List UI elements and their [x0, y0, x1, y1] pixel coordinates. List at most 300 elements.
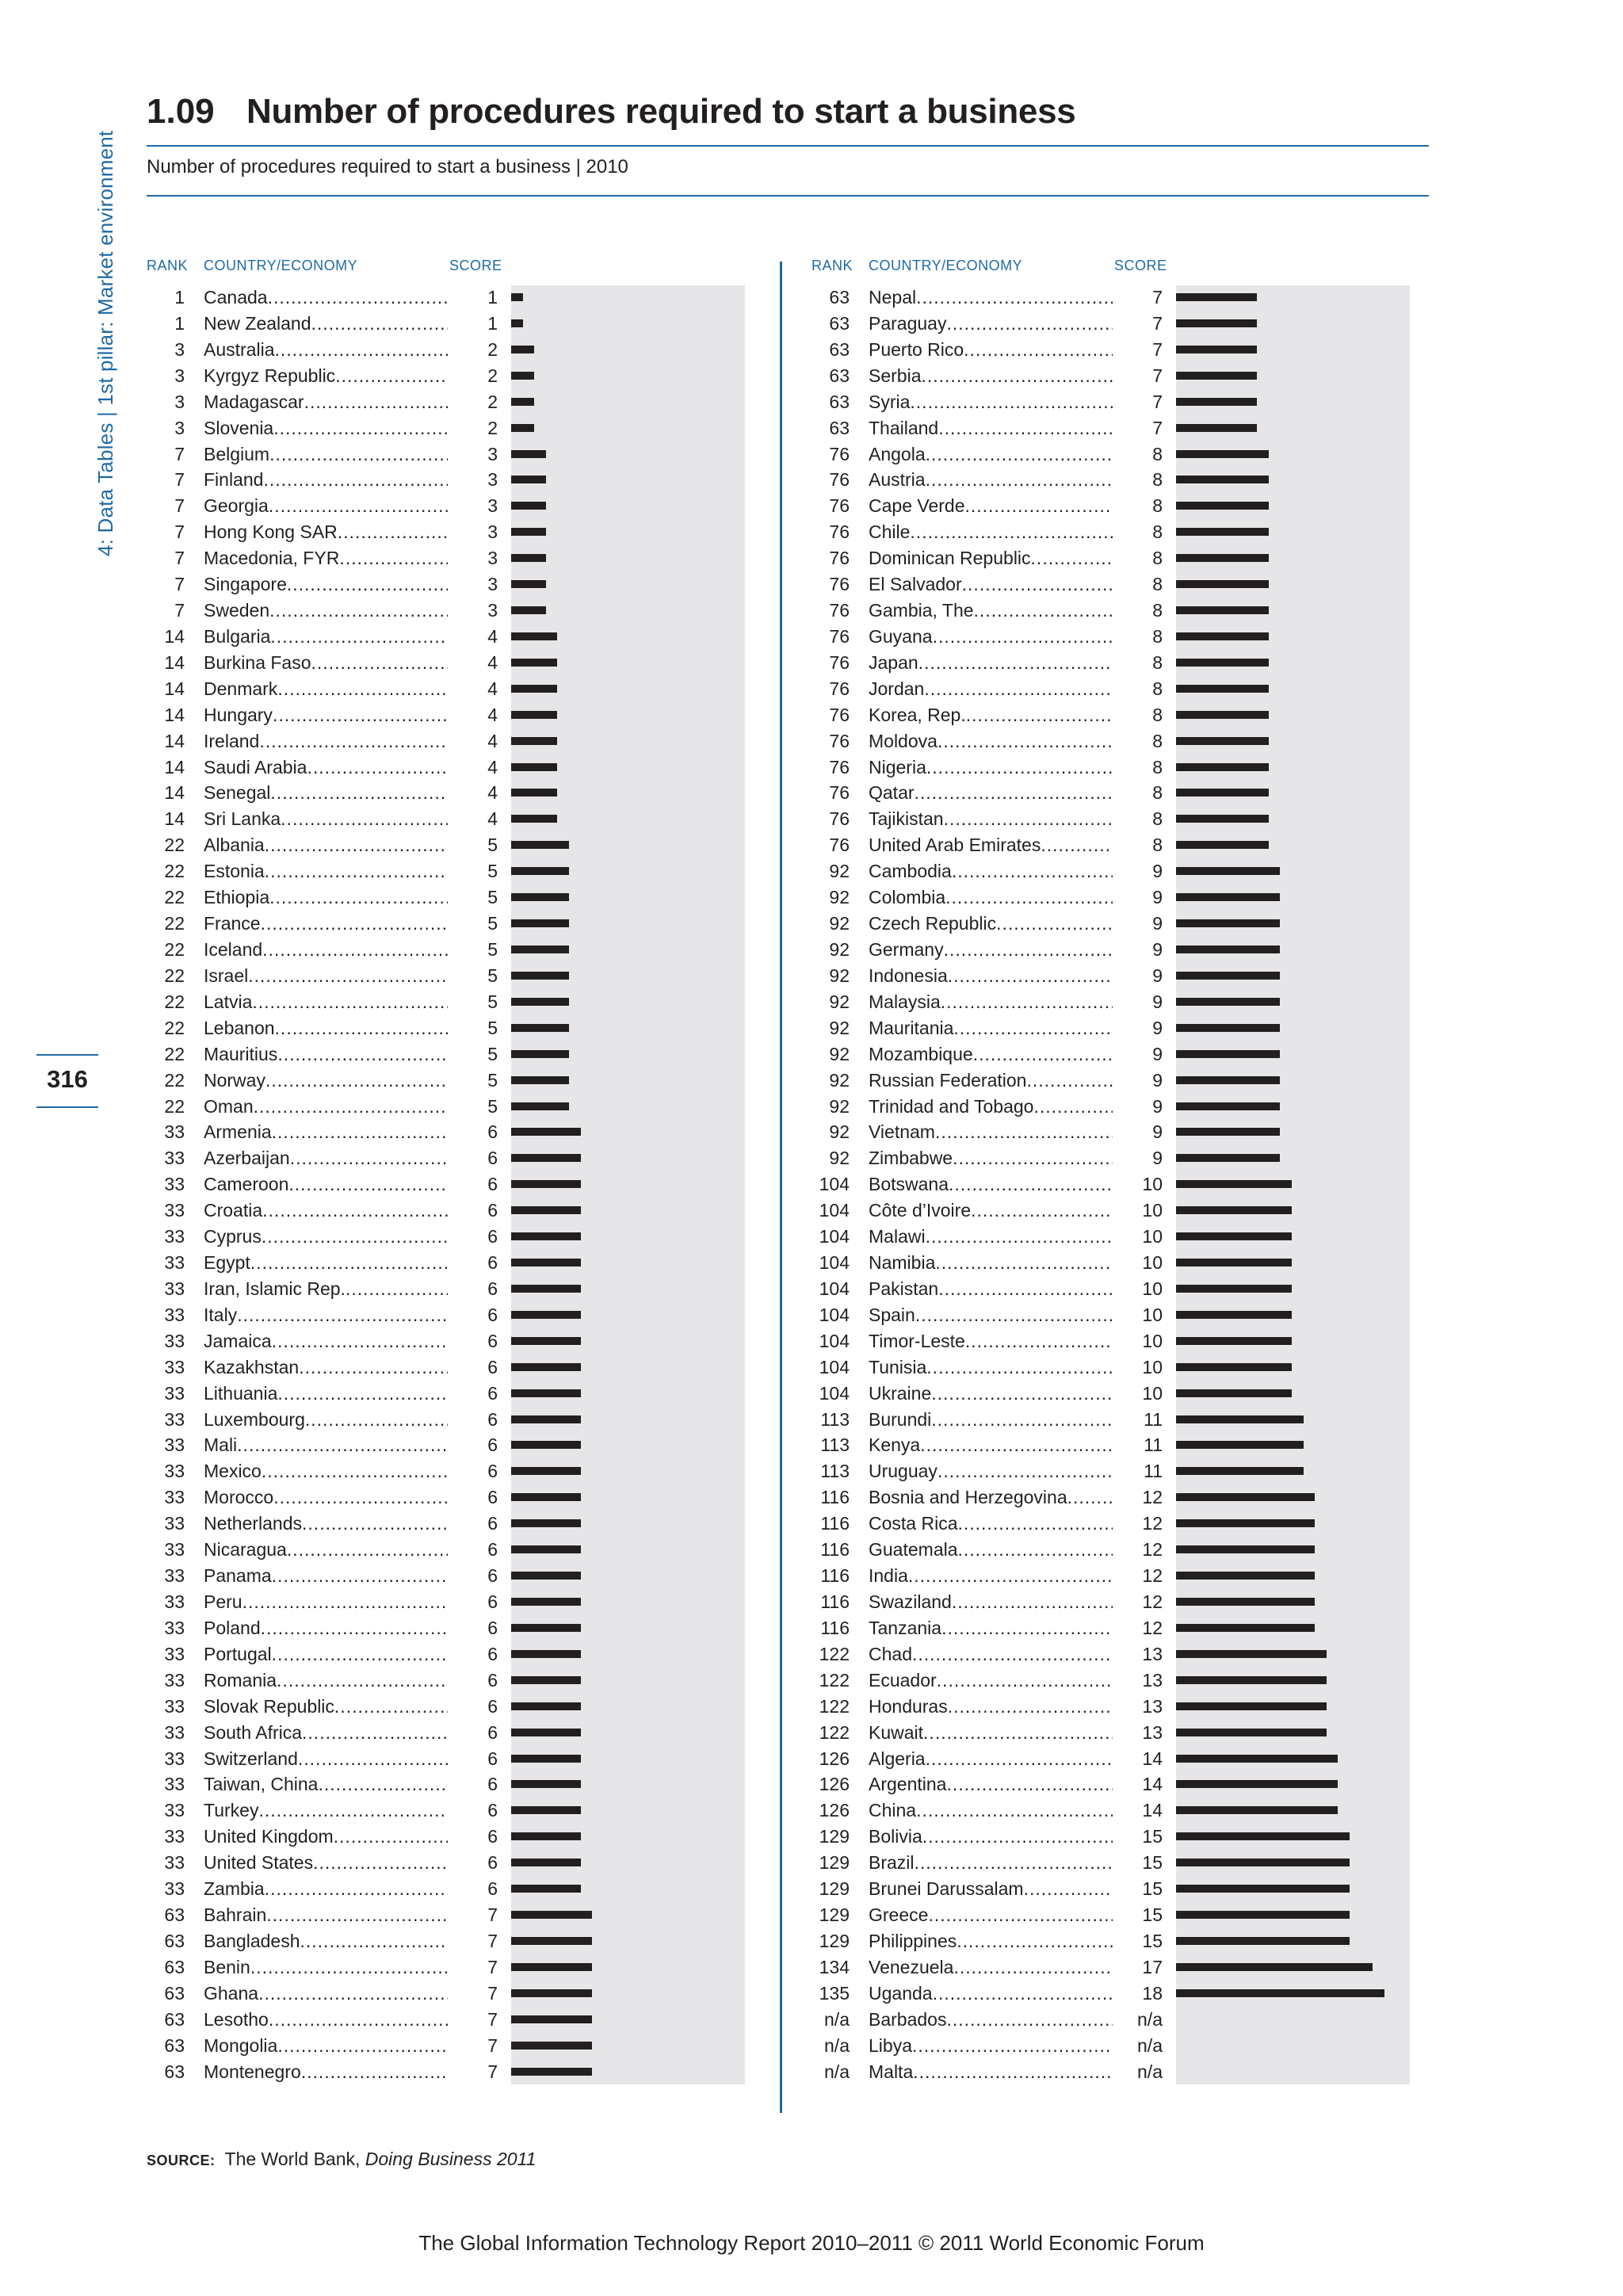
table-row — [147, 1537, 733, 1563]
rank-cell: 104 — [819, 1330, 850, 1351]
rank-cell: 33 — [164, 1435, 185, 1456]
table-row — [812, 1094, 1398, 1120]
score-bar — [511, 1206, 581, 1214]
rank-cell: 22 — [164, 913, 185, 934]
rank-cell: 33 — [164, 1278, 185, 1299]
table-row — [812, 780, 1398, 806]
score-bar — [1176, 1832, 1350, 1840]
country-cell: Algeria ..... — [869, 1746, 1162, 1772]
country-cell: Ukraine ..... — [869, 1381, 1162, 1407]
score-cell: 12 — [1113, 1589, 1163, 1615]
rank-cell: 33 — [164, 1200, 185, 1221]
table-row — [147, 989, 733, 1015]
score-cell: 9 — [1113, 963, 1163, 989]
country-cell: Hungary ..... — [204, 702, 497, 728]
table-row — [147, 2033, 733, 2059]
score-bar — [511, 1989, 592, 1997]
score-cell: 4 — [448, 806, 498, 832]
country-cell: Azerbaijan ..... — [204, 1145, 497, 1171]
rank-cell: 3 — [174, 417, 185, 438]
score-cell: 3 — [448, 571, 498, 598]
score-bar — [511, 1859, 581, 1866]
table-row — [147, 1876, 733, 1902]
score-cell: 8 — [1113, 780, 1163, 806]
rank-cell: 33 — [164, 1148, 185, 1169]
score-bar — [511, 2015, 592, 2023]
score-header-left: SCORE — [449, 258, 502, 273]
rank-cell: 33 — [164, 1408, 185, 1430]
rank-cell: 33 — [164, 1643, 185, 1664]
table-row — [147, 598, 733, 624]
rank-cell: 33 — [164, 1565, 185, 1587]
table-row — [147, 441, 733, 468]
table-row — [147, 1198, 733, 1224]
score-bar — [511, 1702, 581, 1710]
country-cell: Cyprus ..... — [204, 1224, 497, 1250]
country-cell: Thailand ..... — [869, 415, 1162, 441]
score-cell: 4 — [448, 676, 498, 702]
table-row — [812, 1224, 1398, 1250]
score-cell: 4 — [448, 624, 498, 650]
country-cell: United States ..... — [204, 1850, 497, 1876]
score-bar — [511, 1180, 581, 1188]
page-footer: The Global Information Technology Report 2010–2011 © 2011 World Economic Forum — [418, 2231, 1205, 2255]
table-row — [812, 1354, 1398, 1381]
score-cell: 15 — [1113, 1928, 1163, 1954]
source-text: The World Bank, — [224, 2149, 365, 2169]
rank-cell: 122 — [819, 1721, 850, 1743]
score-cell: 6 — [448, 1797, 498, 1824]
country-cell: Guatemala ..... — [869, 1537, 1162, 1563]
rank-cell: 33 — [164, 1669, 185, 1690]
table-row — [812, 1068, 1398, 1094]
table-row — [812, 1381, 1398, 1407]
score-cell: 10 — [1113, 1354, 1163, 1381]
rank-cell: 135 — [819, 1982, 850, 2004]
table-row — [812, 363, 1398, 389]
table-row — [812, 858, 1398, 884]
table-row — [147, 1381, 733, 1407]
country-cell: Vietnam ..... — [869, 1119, 1162, 1145]
score-bar — [1176, 972, 1280, 980]
score-cell: 6 — [448, 1563, 498, 1589]
score-cell: 9 — [1113, 911, 1163, 937]
rank-cell: 92 — [829, 1069, 850, 1091]
country-cell: Nicaragua ..... — [204, 1537, 497, 1563]
country-cell: Bahrain ..... — [204, 1902, 497, 1928]
score-cell: 10 — [1113, 1171, 1163, 1198]
table-row — [147, 571, 733, 598]
table-row — [812, 285, 1398, 311]
rank-cell: 63 — [829, 391, 850, 412]
table-row — [812, 598, 1398, 624]
score-bar — [1176, 1467, 1304, 1475]
table-row — [147, 1458, 733, 1484]
rank-cell: 92 — [829, 1043, 850, 1064]
country-cell: Qatar ..... — [869, 780, 1162, 806]
rank-cell: 76 — [829, 495, 850, 517]
score-bar — [1176, 1441, 1304, 1449]
table-row — [147, 1302, 733, 1328]
rank-cell: 33 — [164, 1617, 185, 1638]
score-bar — [1176, 1937, 1350, 1945]
score-bar — [1176, 319, 1257, 327]
rank-cell: 33 — [164, 1852, 185, 1874]
score-bar — [1176, 1650, 1327, 1658]
score-cell: 7 — [448, 2007, 498, 2033]
country-header-right: COUNTRY/ECONOMY — [869, 258, 1023, 273]
country-cell: Barbados ..... — [869, 2007, 1162, 2033]
country-cell: Czech Republic ..... — [869, 911, 1162, 937]
score-bar — [511, 1676, 581, 1684]
table-row — [147, 1145, 733, 1171]
score-cell: 7 — [1113, 389, 1163, 415]
table-row — [812, 1041, 1398, 1068]
country-cell: Croatia ..... — [204, 1198, 497, 1224]
score-bar — [1176, 659, 1269, 667]
score-bar — [511, 372, 534, 380]
score-bar — [511, 1963, 592, 1971]
country-cell: Libya ..... — [869, 2033, 1162, 2059]
rank-cell: 22 — [164, 1095, 185, 1117]
rank-cell: 92 — [829, 913, 850, 934]
country-cell: Japan ..... — [869, 650, 1162, 676]
score-cell: 8 — [1113, 806, 1163, 832]
score-bar — [1176, 528, 1269, 536]
table-row — [812, 1276, 1398, 1302]
score-bar — [1176, 1806, 1338, 1814]
rank-cell: 33 — [164, 1461, 185, 1482]
country-cell: Belgium ..... — [204, 441, 497, 468]
score-bar — [511, 2042, 592, 2050]
score-bar — [1176, 1050, 1280, 1058]
score-bar — [511, 293, 523, 301]
rank-cell: 129 — [819, 1930, 850, 1951]
score-bar — [1176, 1128, 1280, 1136]
score-bar — [511, 1389, 581, 1397]
score-bar — [1176, 1572, 1315, 1580]
rank-cell: 76 — [829, 678, 850, 699]
score-bar — [1176, 1545, 1315, 1553]
rank-cell: 3 — [174, 391, 185, 412]
score-bar — [511, 815, 557, 823]
score-bar — [1176, 737, 1269, 745]
rank-cell: 22 — [164, 1069, 185, 1091]
rank-cell: 76 — [829, 808, 850, 830]
table-row — [147, 676, 733, 702]
score-bar — [511, 1285, 581, 1293]
rank-cell: 33 — [164, 1121, 185, 1143]
table-row — [812, 1511, 1398, 1537]
rank-cell: 33 — [164, 1591, 185, 1612]
rank-cell: 7 — [174, 469, 185, 491]
score-cell: 14 — [1113, 1746, 1163, 1772]
table-row — [812, 1119, 1398, 1145]
score-cell: 8 — [1113, 676, 1163, 702]
table-row — [812, 311, 1398, 337]
table-row — [812, 1015, 1398, 1041]
country-cell: Mexico ..... — [204, 1458, 497, 1484]
rank-cell: 104 — [819, 1200, 850, 1221]
country-cell: Burkina Faso ..... — [204, 650, 497, 676]
table-row — [812, 1797, 1398, 1824]
table-row — [812, 832, 1398, 858]
table-row — [812, 571, 1398, 598]
score-cell: 4 — [448, 650, 498, 676]
score-cell: 9 — [1113, 858, 1163, 884]
country-cell: New Zealand ..... — [204, 311, 497, 337]
rank-cell: 76 — [829, 835, 850, 856]
score-cell: 1 — [448, 311, 498, 337]
table-row — [147, 1694, 733, 1720]
rank-cell: 33 — [164, 1382, 185, 1404]
score-bar — [511, 1755, 581, 1763]
score-cell: 5 — [448, 1094, 498, 1120]
score-cell: 9 — [1113, 937, 1163, 963]
score-bar — [511, 632, 557, 640]
country-cell: Australia ..... — [204, 337, 497, 363]
score-bar — [511, 1259, 581, 1266]
score-bar — [511, 789, 557, 797]
country-cell: Spain ..... — [869, 1302, 1162, 1328]
country-cell: Ghana ..... — [204, 1981, 497, 2007]
table-row — [147, 806, 733, 832]
score-cell: 18 — [1113, 1981, 1163, 2007]
country-cell: Korea, Rep. ..... — [869, 702, 1162, 728]
rank-cell: 129 — [819, 1878, 850, 1900]
score-cell: 9 — [1113, 1145, 1163, 1171]
table-row — [147, 1354, 733, 1381]
country-cell: Angola ..... — [869, 441, 1162, 468]
rank-cell: 116 — [820, 1513, 850, 1534]
country-cell: Brunei Darussalam ..... — [869, 1876, 1162, 1902]
table-row — [812, 545, 1398, 571]
score-cell: 2 — [448, 389, 498, 415]
rank-cell: 14 — [164, 808, 185, 830]
rank-cell: 3 — [174, 338, 185, 360]
country-cell: Greece ..... — [869, 1902, 1162, 1928]
score-bar — [1176, 1729, 1327, 1736]
score-bar — [1176, 1389, 1292, 1397]
score-bar — [511, 737, 557, 745]
country-cell: India ..... — [869, 1563, 1162, 1589]
score-bar — [511, 1363, 581, 1371]
score-bar — [1176, 1259, 1292, 1266]
score-bar — [1176, 1859, 1350, 1866]
table-row — [812, 1615, 1398, 1641]
rank-cell: 22 — [164, 1017, 185, 1038]
score-bar — [511, 711, 557, 719]
rank-cell: 116 — [820, 1591, 850, 1612]
score-bar — [511, 424, 534, 432]
country-cell: Albania ..... — [204, 832, 497, 858]
country-cell: Argentina ..... — [869, 1771, 1162, 1797]
table-row — [147, 1850, 733, 1876]
country-cell: Cambodia ..... — [869, 858, 1162, 884]
score-bar — [1176, 711, 1269, 719]
table-row — [812, 1458, 1398, 1484]
score-cell: 6 — [448, 1589, 498, 1615]
table-row — [147, 1641, 733, 1668]
country-cell: Portugal ..... — [204, 1641, 497, 1668]
country-cell: Ireland ..... — [204, 728, 497, 755]
rank-cell: 33 — [164, 1174, 185, 1195]
table-row — [812, 1407, 1398, 1433]
country-cell: Malawi ..... — [869, 1224, 1162, 1250]
score-bar — [1176, 815, 1269, 823]
country-cell: Turkey ..... — [204, 1797, 497, 1824]
score-cell: 6 — [448, 1720, 498, 1746]
score-cell: 8 — [1113, 467, 1163, 493]
section-number: 1.09 — [147, 92, 215, 131]
score-cell: 3 — [448, 441, 498, 468]
table-row — [812, 1198, 1398, 1224]
side-tab-label: 4: Data Tables | 1st pillar: Market environment — [94, 130, 117, 556]
country-cell: Ethiopia ..... — [204, 884, 497, 911]
score-cell: 7 — [1113, 311, 1163, 337]
country-cell: Madagascar ..... — [204, 389, 497, 415]
rank-cell: 122 — [819, 1669, 850, 1690]
score-cell: 6 — [448, 1484, 498, 1511]
score-bar — [1176, 424, 1257, 432]
page-number: 316 — [47, 1065, 88, 1093]
rank-cell: 134 — [819, 1956, 850, 1977]
rank-cell: 14 — [164, 756, 185, 777]
country-cell: Slovak Republic ..... — [204, 1694, 497, 1720]
country-cell: Benin ..... — [204, 1954, 497, 1981]
score-cell: 9 — [1113, 1068, 1163, 1094]
score-cell: 13 — [1113, 1641, 1163, 1668]
table-row — [812, 624, 1398, 650]
score-bar — [511, 554, 546, 562]
table-row — [812, 989, 1398, 1015]
table-row — [147, 1668, 733, 1694]
score-cell: 6 — [448, 1407, 498, 1433]
score-bar — [1176, 1311, 1292, 1319]
score-cell: 6 — [448, 1694, 498, 1720]
score-cell: 1 — [448, 285, 498, 311]
rank-cell: 22 — [164, 1043, 185, 1064]
country-cell: France ..... — [204, 911, 497, 937]
page-number-box — [36, 1054, 98, 1108]
table-row — [147, 1484, 733, 1511]
score-cell: 3 — [448, 519, 498, 545]
table-row — [812, 1563, 1398, 1589]
score-cell: 5 — [448, 937, 498, 963]
rank-cell: 92 — [829, 991, 850, 1012]
score-bar — [1176, 1885, 1350, 1893]
country-cell: Panama ..... — [204, 1563, 497, 1589]
rank-cell: 76 — [829, 756, 850, 777]
table-row — [812, 519, 1398, 545]
rank-cell: 92 — [829, 887, 850, 908]
rank-cell: 33 — [164, 1539, 185, 1561]
score-cell: 13 — [1113, 1694, 1163, 1720]
rank-cell: 63 — [164, 2061, 185, 2082]
country-cell: Colombia ..... — [869, 884, 1162, 911]
country-cell: Nigeria ..... — [869, 755, 1162, 781]
score-cell: 9 — [1113, 884, 1163, 911]
score-cell: 10 — [1113, 1224, 1163, 1250]
score-cell: 6 — [448, 1641, 498, 1668]
country-cell: Montenegro ..... — [204, 2059, 497, 2085]
country-cell: Mauritania ..... — [869, 1015, 1162, 1041]
country-cell: Peru ..... — [204, 1589, 497, 1615]
score-cell: 7 — [1113, 285, 1163, 311]
country-cell: Jordan ..... — [869, 676, 1162, 702]
score-bar — [1176, 606, 1269, 614]
rank-cell: 104 — [819, 1382, 850, 1404]
score-bar — [511, 1832, 581, 1840]
score-bar — [1176, 998, 1280, 1006]
table-row — [147, 1171, 733, 1198]
score-bar — [511, 1024, 569, 1032]
score-bar — [511, 1650, 581, 1658]
score-cell: 7 — [448, 1928, 498, 1954]
table-row — [812, 702, 1398, 728]
score-cell: 6 — [448, 1511, 498, 1537]
country-cell: Netherlands ..... — [204, 1511, 497, 1537]
score-cell: 5 — [448, 1068, 498, 1094]
score-bar — [511, 476, 546, 483]
table-row — [812, 1876, 1398, 1902]
table-row — [147, 1407, 733, 1433]
country-cell: Lesotho ..... — [204, 2007, 497, 2033]
score-bar — [1176, 1102, 1280, 1110]
score-bar — [511, 685, 557, 693]
table-row — [147, 1094, 733, 1120]
score-cell: 12 — [1113, 1615, 1163, 1641]
country-cell: Estonia ..... — [204, 858, 497, 884]
rank-cell: 33 — [164, 1330, 185, 1351]
score-cell: 12 — [1113, 1537, 1163, 1563]
rank-cell: 22 — [164, 939, 185, 960]
rank-cell: 76 — [829, 651, 850, 673]
table-row — [147, 1015, 733, 1041]
score-cell: 5 — [448, 1015, 498, 1041]
table-row — [147, 1720, 733, 1746]
country-cell: Serbia ..... — [869, 363, 1162, 389]
country-cell: Macedonia, FYR ..... — [204, 545, 497, 571]
score-bar — [1176, 1363, 1292, 1371]
table-row — [812, 493, 1398, 519]
score-bar — [1176, 1911, 1350, 1919]
score-cell: 8 — [1113, 545, 1163, 571]
score-bar — [1176, 580, 1269, 588]
table-row — [147, 311, 733, 337]
rank-cell: 92 — [829, 1148, 850, 1169]
country-cell: Tajikistan ..... — [869, 806, 1162, 832]
score-bar — [511, 319, 523, 327]
rank-cell: 113 — [820, 1461, 850, 1482]
country-cell: Chile ..... — [869, 519, 1162, 545]
rank-cell: 126 — [819, 1748, 850, 1769]
country-cell: Denmark ..... — [204, 676, 497, 702]
country-cell: Uruguay ..... — [869, 1458, 1162, 1484]
score-cell: 6 — [448, 1250, 498, 1276]
table-row — [147, 780, 733, 806]
table-row — [812, 806, 1398, 832]
country-cell: Mongolia ..... — [204, 2033, 497, 2059]
country-cell: Moldova ..... — [869, 728, 1162, 755]
score-bar — [511, 1911, 592, 1919]
country-cell: Brazil ..... — [869, 1850, 1162, 1876]
rank-cell: 92 — [829, 1095, 850, 1117]
country-cell: El Salvador ..... — [869, 571, 1162, 598]
rank-cell: 63 — [829, 365, 850, 386]
country-cell: Saudi Arabia ..... — [204, 755, 497, 781]
score-cell: 9 — [1113, 989, 1163, 1015]
